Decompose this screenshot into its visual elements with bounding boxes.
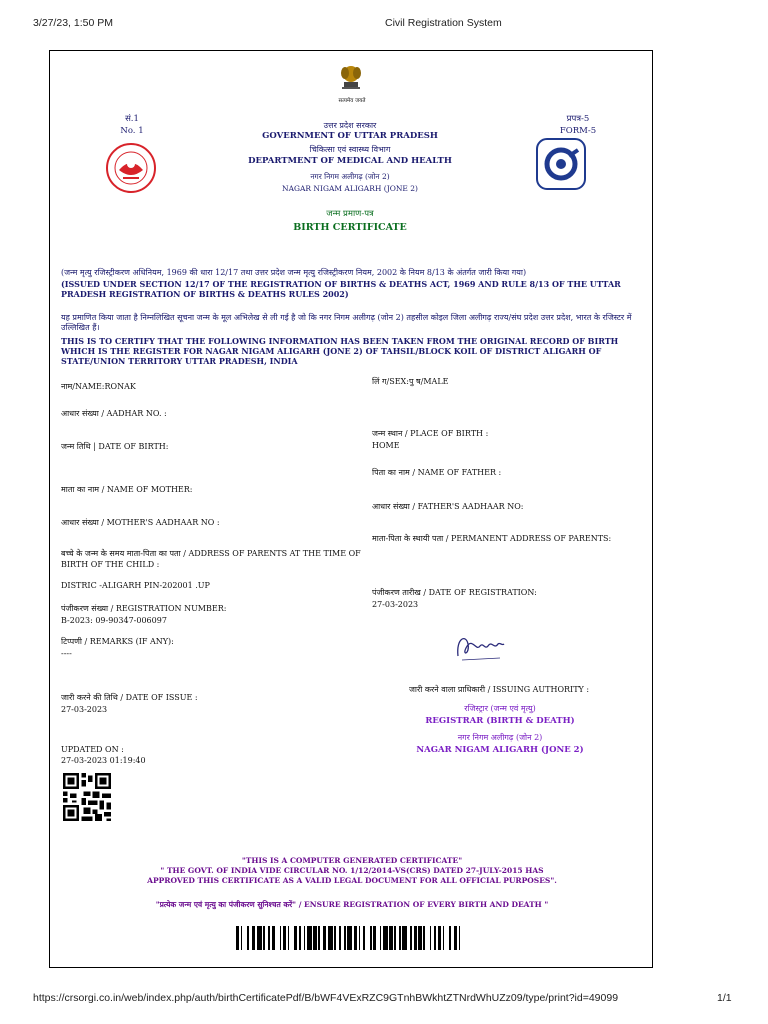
sex-field: लिं ग/SEX:पु ष/MALE xyxy=(372,377,449,386)
act-reference-hi: (जन्म मृत्यु रजिस्ट्रीकरण अधिनियम, 1969 की धारा 12/17 तथा उत्तर प्रदेश जन्म मृत्यु रजिस्ट्रीकरण नियम, 2002 के नियम 8/13 के अंतर्गत जारी किया गया) xyxy=(61,268,527,277)
registrar-title-en: REGISTRAR (BIRTH & DEATH) xyxy=(425,716,575,726)
dept-en: DEPARTMENT OF MEDICAL AND HEALTH xyxy=(248,156,452,166)
date-of-issue-label: जारी करने की तिथि / DATE OF ISSUE : xyxy=(61,693,198,702)
father-aadhaar-field: आधार संख्या / FATHER'S AADHAAR NO: xyxy=(372,502,524,511)
page-url: https://crsorgi.co.in/web/index.php/auth/birthCertificatePdf/B/bWF4VExRZC9GTnhBWkhtZTNrdWhUZz09/type/print?id=49099 xyxy=(33,992,619,1004)
slogan-hi: "प्रत्येक जन्म एवं मृत्यु का पंजीकरण सुनिश्चत करें" xyxy=(155,900,297,909)
computer-generated-note: "THIS IS A COMPUTER GENERATED CERTIFICATE" xyxy=(241,856,463,865)
crs-logo-icon xyxy=(536,138,586,190)
aadhar-field: आधार संख्या / AADHAR NO. : xyxy=(61,409,167,418)
date-of-issue-value: 27-03-2023 xyxy=(61,705,108,714)
circular-note-line2: APPROVED THIS CERTIFICATE AS A VALID LEGAL DOCUMENT FOR ALL OFFICIAL PURPOSES". xyxy=(147,876,557,885)
office-en: NAGAR NIGAM ALIGARH (JONE 2) xyxy=(282,184,418,193)
dept-hi: चिकित्सा एवं स्वास्थ्य विभाग xyxy=(309,145,391,154)
form-hi: प्रपत्र-5 xyxy=(566,114,590,124)
circular-note-line1: " THE GOVT. OF INDIA VIDE CIRCULAR NO. 1/12/2014-VS(CRS) DATED 27-JULY-2015 HAS xyxy=(160,866,544,875)
qr-code-icon xyxy=(63,773,111,821)
certify-statement-en: THIS IS TO CERTIFY THAT THE FOLLOWING INFORMATION HAS BEEN TAKEN FROM THE ORIGINAL RECORD OF BIRTH WHICH IS THE REGISTER FOR NAGAR NIGAM ALIGARH (JONE 2) OF TAHSIL/BLOCK KOIL OF DISTRICT ALIGARH OF STATE/UNION TERRITORY UTTAR PRADESH, INDIA xyxy=(61,336,619,366)
place-of-birth-label: जन्म स्थान / PLACE OF BIRTH : xyxy=(372,429,489,438)
place-of-birth-value: HOME xyxy=(372,441,400,450)
print-timestamp: 3/27/23, 1:50 PM xyxy=(33,17,113,29)
registrar-title-hi: रजिस्ट्रार (जन्म एवं मृत्यु) xyxy=(464,704,536,713)
permanent-address-field: माता-पिता के स्थायी पता / PERMANENT ADDRESS OF PARENTS: xyxy=(372,534,612,543)
barcode-icon xyxy=(236,926,466,950)
form-en: FORM-5 xyxy=(559,126,597,136)
remarks-label: टिप्पणी / REMARKS (IF ANY): xyxy=(61,637,174,646)
slogan-en: / ENSURE REGISTRATION OF EVERY BIRTH AND DEATH " xyxy=(296,900,549,909)
gov-en: GOVERNMENT OF UTTAR PRADESH xyxy=(262,131,438,141)
up-government-seal-icon xyxy=(101,142,161,194)
national-emblem-icon xyxy=(334,62,368,92)
certificate-title-en: BIRTH CERTIFICATE xyxy=(293,222,407,233)
emblem-motto: सत्यमेव जयते xyxy=(338,98,366,104)
mother-aadhaar-field: आधार संख्या / MOTHER'S AADHAAR NO : xyxy=(61,518,220,527)
certificate-title-hi: जन्म प्रमाण-पत्र xyxy=(326,209,374,219)
registration-number-value: B-2023: 09-90347-006097 xyxy=(61,616,167,625)
address-at-birth-value: DISTRIC -ALIGARH PIN-202001 .UP xyxy=(61,581,210,590)
registration-number-label: पंजीकरण संख्या / REGISTRATION NUMBER: xyxy=(61,604,227,613)
certify-statement-hi: यह प्रमाणित किया जाता है निम्नलिखित सूचना जन्म के मूल अभिलेख से ली गई है जो कि नगर निगम अलीगढ़ (जोन 2) तहसील कोइल जिला अलीगढ़ राज्य/संघ प्रदेश उत्तर प्रदेश, भारत के रजिस्टर में उल्लिखित हैं। xyxy=(61,313,632,332)
registrar-signature-icon xyxy=(452,628,510,666)
updated-on-label: UPDATED ON : xyxy=(61,745,124,754)
mother-name-field: माता का नाम / NAME OF MOTHER: xyxy=(61,485,193,494)
page-number: 1/1 xyxy=(717,992,732,1004)
father-name-field: पिता का नाम / NAME OF FATHER : xyxy=(372,468,502,477)
act-reference-en: (ISSUED UNDER SECTION 12/17 OF THE REGISTRATION OF BIRTHS & DEATHS ACT, 1969 AND RULE 8/13 OF THE UTTAR PRADESH REGISTRATION OF BIRTHS & DEATHS RULES 2002) xyxy=(61,279,621,299)
registration-date-value: 27-03-2023 xyxy=(372,600,419,609)
updated-on-value: 27-03-2023 01:19:40 xyxy=(61,756,146,765)
number-en: No. 1 xyxy=(120,126,144,136)
page-title: Civil Registration System xyxy=(385,17,502,29)
issuing-authority-label: जारी करने वाला प्राधिकारी / ISSUING AUTHORITY : xyxy=(409,685,590,694)
authority-office-en: NAGAR NIGAM ALIGARH (JONE 2) xyxy=(416,745,584,755)
registration-slogan xyxy=(60,900,644,910)
authority-office-hi: नगर निगम अलीगढ़ (जोन 2) xyxy=(457,733,543,742)
office-hi: नगर निगम अलीगढ़ (जोन 2) xyxy=(310,172,390,181)
date-of-birth-field: जन्म तिथि | DATE OF BIRTH: xyxy=(61,442,169,451)
gov-hi: उत्तर प्रदेश सरकार xyxy=(323,121,377,130)
remarks-value: ---- xyxy=(61,649,72,658)
address-at-birth-label: बच्चे के जन्म के समय माता-पिता का पता / ADDRESS OF PARENTS AT THE TIME OF BIRTH OF THE CHILD : xyxy=(61,549,361,569)
registration-date-label: पंजीकरण तारीख / DATE OF REGISTRATION: xyxy=(372,588,537,597)
child-name: नाम/NAME:RONAK xyxy=(61,382,136,391)
number-hi: सं.1 xyxy=(125,114,139,124)
